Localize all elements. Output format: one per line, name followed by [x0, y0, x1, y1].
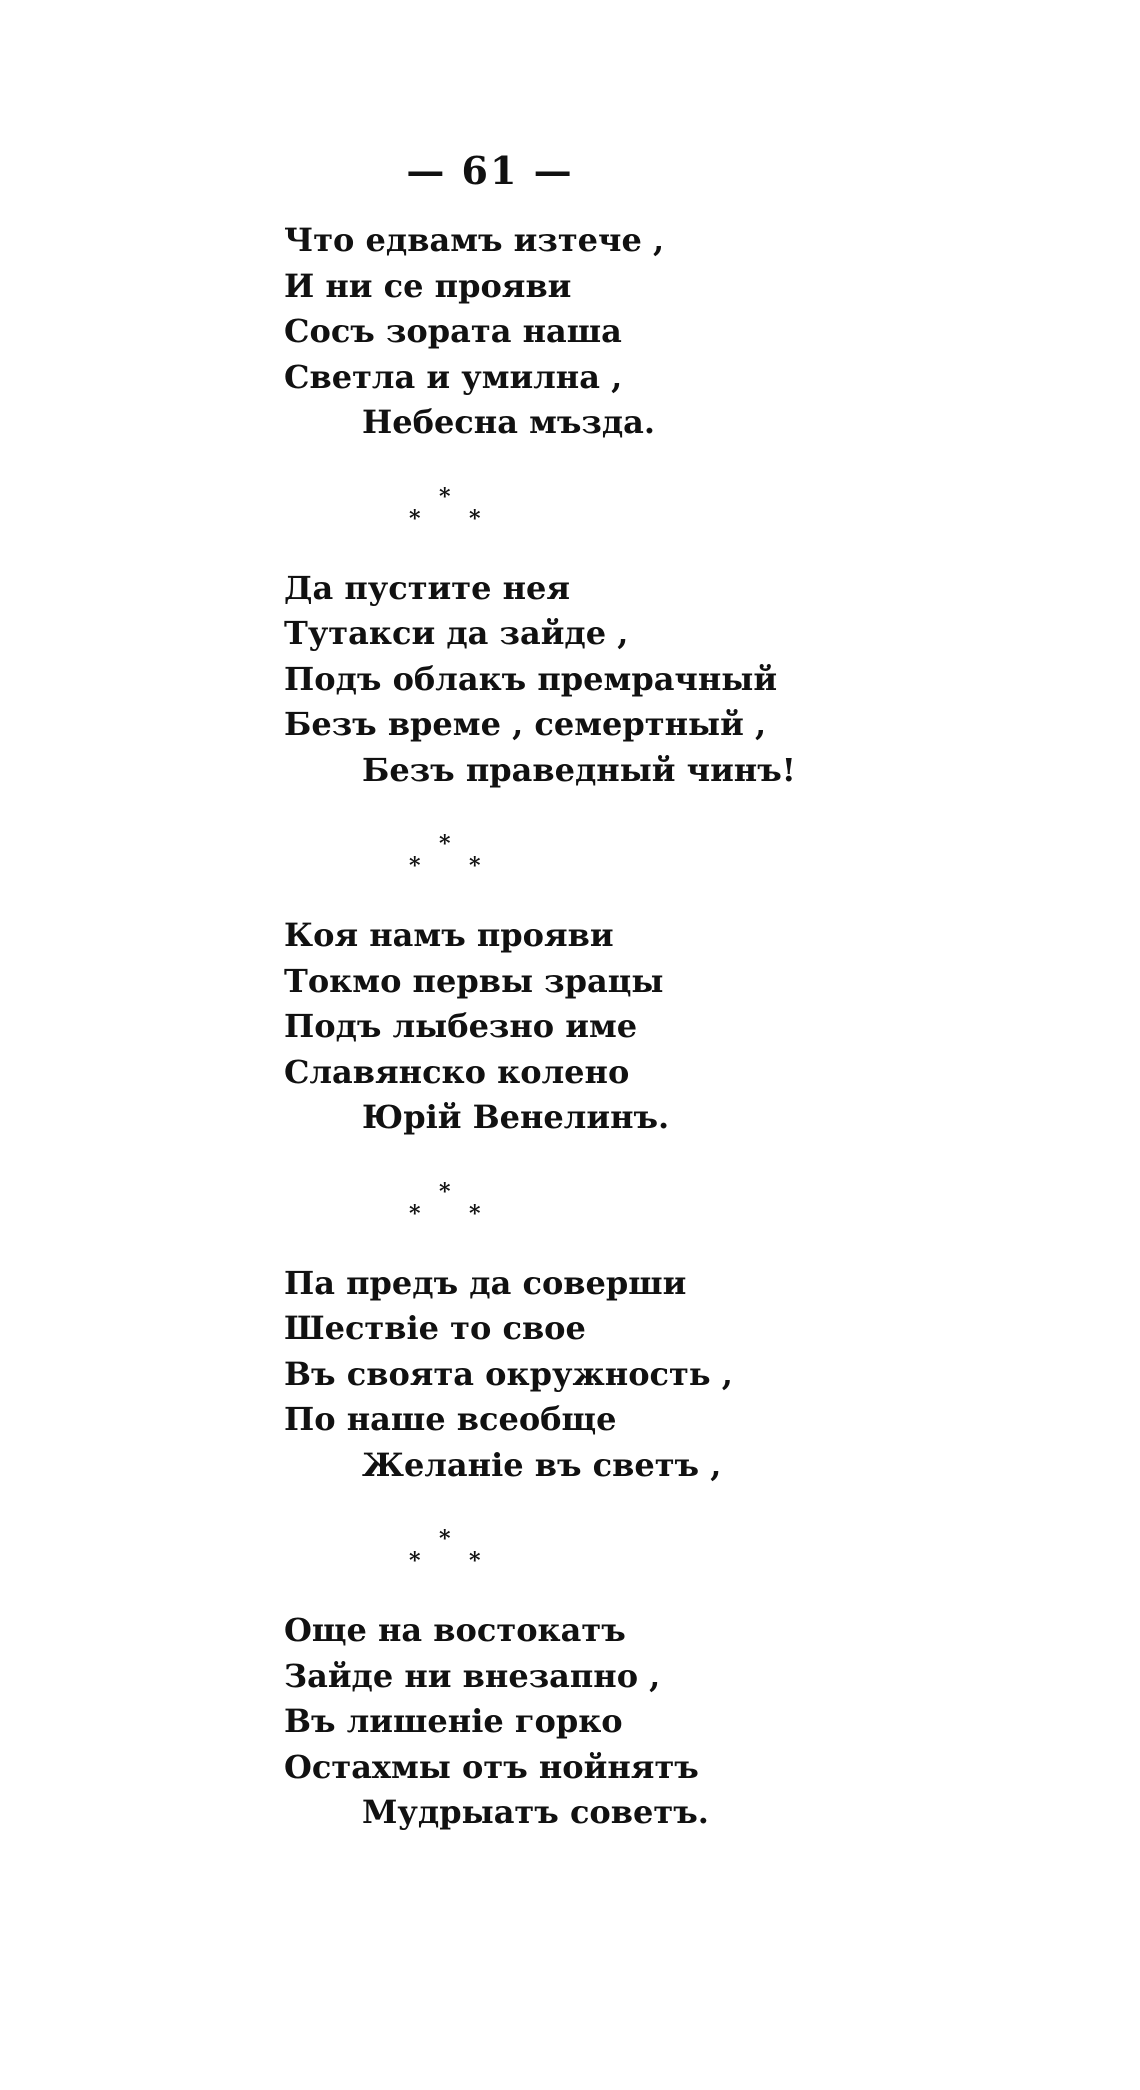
verse-line: Светла и умилна ,	[284, 357, 623, 396]
verse-line: Шествіе то свое	[284, 1309, 586, 1347]
verse-line: Да пустите нея	[284, 568, 571, 607]
asterism-separator	[284, 1141, 844, 1261]
verse-line-indented: Мудрыатъ советъ.	[362, 1793, 709, 1831]
verse-line: Остахмы отъ нойнятъ	[284, 1747, 699, 1786]
asterisk: *	[409, 505, 421, 532]
verse-line: Подъ облакъ премрачный	[284, 659, 778, 698]
verse-line: Въ лишеніе горко	[284, 1702, 623, 1740]
verse-line: Подъ лыбезно име	[284, 1007, 638, 1045]
asterisk: *	[469, 853, 481, 879]
asterism-separator	[284, 793, 844, 913]
poem	[284, 218, 844, 1836]
verse-line: Па предъ да соверши	[284, 1263, 687, 1302]
verse-line: Още на востокатъ	[284, 1611, 626, 1649]
asterisk: *	[439, 1178, 451, 1205]
asterisk: *	[439, 1526, 451, 1552]
stanza-1	[284, 218, 844, 446]
asterism-separator	[284, 1488, 844, 1608]
page-number: — 61 —	[406, 148, 574, 193]
asterisk: *	[469, 1548, 481, 1574]
asterisk: *	[409, 1200, 421, 1227]
stanza-2	[284, 566, 844, 794]
stanza-4	[284, 1261, 844, 1489]
asterism-separator	[284, 446, 844, 566]
asterisk: *	[469, 505, 481, 532]
asterisk: *	[439, 831, 451, 857]
verse-line: Токмо первы зрацы	[284, 961, 664, 1000]
verse-line-indented: Желаніе въ светъ ,	[362, 1445, 722, 1484]
verse-line: По наше всеобще	[284, 1400, 617, 1438]
verse-line: Что едвамъ изтече ,	[284, 221, 665, 259]
verse-line-indented: Небесна мъзда.	[362, 403, 656, 441]
stanza-5	[284, 1608, 844, 1836]
verse-line: И ни се прояви	[284, 266, 572, 305]
stanza-3	[284, 913, 844, 1141]
asterisk: *	[409, 1548, 421, 1574]
verse-line-indented: Безъ праведный чинъ!	[362, 750, 796, 789]
asterisk: *	[469, 1200, 481, 1227]
verse-line: Безъ време , семертный ,	[284, 705, 767, 743]
verse-line-indented: Юрій Венелинъ.	[362, 1098, 670, 1136]
asterisk: *	[439, 483, 451, 510]
verse-line: Зайде ни внезапно ,	[284, 1656, 661, 1695]
verse-line: Сосъ зората наша	[284, 312, 622, 350]
verse-line: Коя намъ прояви	[284, 916, 614, 954]
verse-line: Славянско колено	[284, 1052, 630, 1091]
verse-line: Въ своята окружность ,	[284, 1354, 733, 1393]
asterisk: *	[409, 853, 421, 879]
verse-line: Тутакси да зайде ,	[284, 614, 629, 652]
